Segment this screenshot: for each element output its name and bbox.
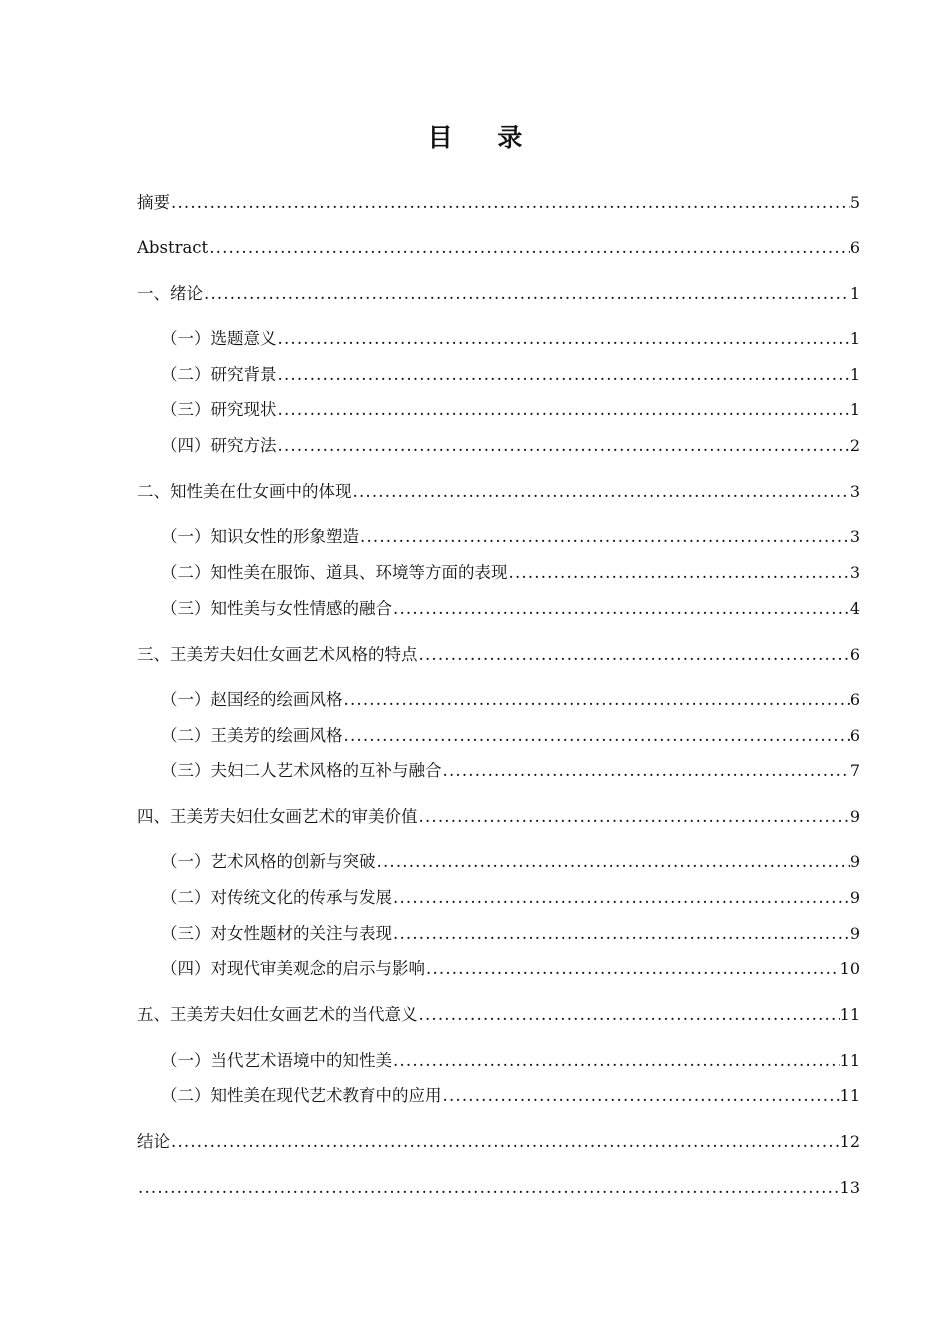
toc-entry-page: 9	[849, 807, 860, 826]
toc-entry[interactable]	[161, 434, 860, 458]
dot-leader	[343, 688, 850, 712]
toc-entry-page: 5	[849, 193, 860, 212]
dot-leader	[137, 1176, 840, 1200]
toc-entry[interactable]	[161, 525, 860, 549]
toc-entry[interactable]	[161, 327, 860, 351]
toc-entry[interactable]	[161, 363, 860, 387]
toc-entry[interactable]	[137, 1176, 860, 1200]
toc-entry[interactable]	[137, 236, 860, 260]
toc-entry-page: 3	[849, 527, 860, 546]
dot-leader	[170, 1130, 840, 1154]
toc-entry-page: 13	[839, 1178, 860, 1197]
toc-entry-page: 1	[849, 329, 860, 348]
toc-entry[interactable]	[161, 957, 860, 981]
toc-entry-page: 4	[849, 599, 860, 618]
toc-entry-title: （三）知性美与女性情感的融合	[161, 599, 392, 618]
toc-entry-page: 9	[849, 852, 860, 871]
toc-entry[interactable]	[161, 597, 860, 621]
toc-entry-page: 6	[849, 238, 860, 257]
toc-entry-page: 6	[849, 726, 860, 745]
toc-entry[interactable]	[161, 759, 860, 783]
dot-leader	[376, 850, 850, 874]
dot-leader	[392, 1049, 840, 1073]
toc-entry-title: 摘要	[137, 193, 170, 212]
dot-leader	[277, 327, 850, 351]
dot-leader	[442, 1084, 840, 1108]
toc-entry-page: 3	[849, 482, 860, 501]
toc-entry-page: 1	[849, 284, 860, 303]
page-title: 目 录	[427, 123, 541, 152]
dot-leader	[442, 759, 850, 783]
dot-leader	[418, 1003, 840, 1027]
toc-entry-title: 三、王美芳夫妇仕女画艺术风格的特点	[137, 645, 418, 664]
toc-entry-title: 结论	[137, 1132, 170, 1151]
toc-entry-title: （二）知性美在现代艺术教育中的应用	[161, 1086, 442, 1105]
toc-entry-title: 四、王美芳夫妇仕女画艺术的审美价值	[137, 807, 418, 826]
toc-entry-page: 7	[849, 761, 860, 780]
dot-leader	[277, 363, 850, 387]
dot-leader	[277, 434, 850, 458]
dot-leader	[418, 643, 850, 667]
toc-entry-title: （一）当代艺术语境中的知性美	[161, 1051, 392, 1070]
toc-entry-title: 五、王美芳夫妇仕女画艺术的当代意义	[137, 1005, 418, 1024]
toc-entry[interactable]	[161, 1084, 860, 1108]
dot-leader	[392, 597, 850, 621]
dot-leader	[352, 480, 850, 504]
toc-entry[interactable]	[137, 480, 860, 504]
toc-entry[interactable]	[137, 282, 860, 306]
toc-entry[interactable]	[161, 922, 860, 946]
toc-entry-title: （二）知性美在服饰、道具、环境等方面的表现	[161, 563, 508, 582]
toc-entry[interactable]	[161, 1049, 860, 1073]
dot-leader	[343, 724, 850, 748]
toc-entry[interactable]	[137, 191, 860, 215]
toc-entry[interactable]	[161, 724, 860, 748]
toc-entry-title: （三）研究现状	[161, 400, 277, 419]
toc-entry-title: 一、绪论	[137, 284, 203, 303]
toc-entry[interactable]	[137, 805, 860, 829]
dot-leader	[208, 236, 850, 260]
toc-entry[interactable]	[161, 886, 860, 910]
dot-leader	[359, 525, 850, 549]
toc-entry-page: 6	[849, 690, 860, 709]
toc-entry-page: 2	[849, 436, 860, 455]
toc-entry-page: 1	[849, 400, 860, 419]
toc-entry-page: 10	[839, 959, 860, 978]
dot-leader	[392, 922, 850, 946]
toc-entry-page: 11	[839, 1051, 860, 1070]
toc-entry[interactable]	[161, 398, 860, 422]
toc-entry-page: 3	[849, 563, 860, 582]
toc-entry-page: 11	[839, 1086, 860, 1105]
toc-entry-title: （一）赵国经的绘画风格	[161, 690, 343, 709]
dot-leader	[425, 957, 840, 981]
toc-entry[interactable]	[137, 643, 860, 667]
toc-entry-page: 1	[849, 365, 860, 384]
toc-entry-title: （二）对传统文化的传承与发展	[161, 888, 392, 907]
dot-leader	[277, 398, 850, 422]
toc-entry-title: （四）研究方法	[161, 436, 277, 455]
toc-entry-title: （二）研究背景	[161, 365, 277, 384]
toc-entry-title: （一）艺术风格的创新与突破	[161, 852, 376, 871]
toc-entry[interactable]	[161, 850, 860, 874]
toc-entry-title: （三）夫妇二人艺术风格的互补与融合	[161, 761, 442, 780]
toc-entry-title: （四）对现代审美观念的启示与影响	[161, 959, 425, 978]
dot-leader	[508, 561, 850, 585]
toc-entry-title: Abstract	[137, 238, 209, 257]
toc-entry-page: 9	[849, 888, 860, 907]
dot-leader	[170, 191, 850, 215]
toc-entry[interactable]	[137, 1003, 860, 1027]
toc-entry-title: （一）知识女性的形象塑造	[161, 527, 359, 546]
dot-leader	[418, 805, 850, 829]
dot-leader	[392, 886, 850, 910]
toc-entry-title: （二）王美芳的绘画风格	[161, 726, 343, 745]
toc-entry-title: （一）选题意义	[161, 329, 277, 348]
toc-entry-title: （三）对女性题材的关注与表现	[161, 924, 392, 943]
toc-entry-page: 12	[839, 1132, 860, 1151]
dot-leader	[203, 282, 850, 306]
toc-entry-page: 9	[849, 924, 860, 943]
toc-entry-page: 6	[849, 645, 860, 664]
toc-entry[interactable]	[161, 688, 860, 712]
toc-entry[interactable]	[161, 561, 860, 585]
toc-entry-page: 11	[839, 1005, 860, 1024]
toc-entry[interactable]	[137, 1130, 860, 1154]
toc-entry-title: 二、知性美在仕女画中的体现	[137, 482, 352, 501]
